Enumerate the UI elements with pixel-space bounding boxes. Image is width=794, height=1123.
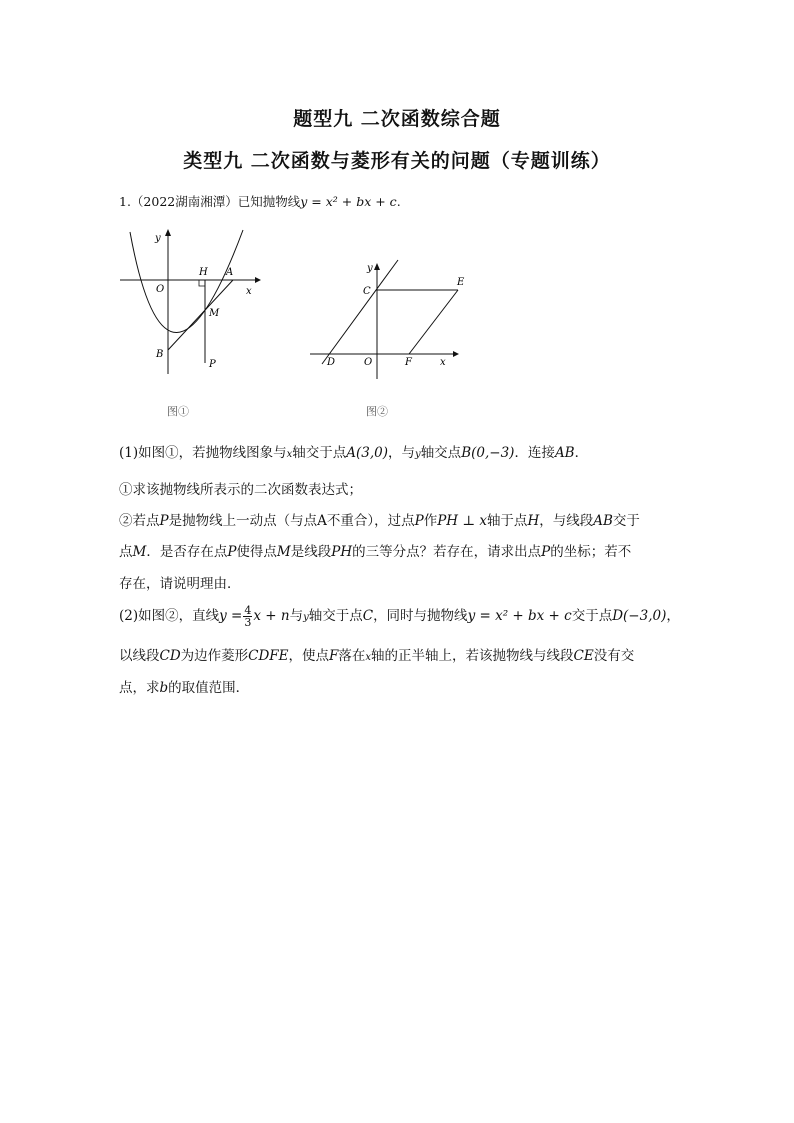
math-H: H (527, 513, 540, 529)
fig2-label-O: O (364, 357, 373, 368)
fraction-4-3 (243, 605, 252, 628)
math-y: y (303, 612, 309, 623)
text: (2)如图②，直线 (119, 608, 220, 624)
text: 轴的正半轴上，若该抛物线与线段 (371, 648, 574, 664)
text: 为边作菱形 (180, 648, 249, 664)
point-D: D(−3,0) (612, 608, 667, 624)
parabola-expression: y = x² + bx + c (300, 194, 397, 209)
figure-2 (305, 224, 470, 424)
text: 与 (289, 608, 304, 624)
math-C: C (362, 608, 374, 624)
point-B: B(0,−3) (461, 445, 515, 461)
text: 使得点 (236, 544, 277, 560)
text: 轴于点 (486, 513, 528, 529)
text: 的取值范围． (168, 680, 250, 696)
text: 的坐标；若不 (550, 544, 632, 560)
text: 轴交于点 (308, 608, 363, 624)
fig1-label-M: M (209, 308, 220, 319)
text: ． (574, 445, 589, 461)
text: ，与 (388, 445, 416, 461)
text: 落在 (338, 648, 366, 664)
math-x: x (365, 652, 372, 663)
math-P: P (414, 513, 424, 529)
text: 轴交于点 (292, 445, 347, 461)
fig1-label-H: H (199, 267, 208, 278)
text: ②若点 (119, 513, 160, 529)
part1-line1 (119, 441, 588, 461)
fig1-label-P: P (209, 359, 216, 370)
math-y-eq: y = (219, 608, 243, 624)
period: . (396, 194, 401, 209)
text: 交于 (612, 513, 640, 529)
text: ，同时与抛物线 (373, 608, 468, 624)
fig1-label-B: B (156, 349, 164, 360)
text: ．是否存在点 (146, 544, 228, 560)
text: 点，求 (119, 680, 160, 696)
text: 是线段 (290, 544, 332, 560)
page-subtitle: 类型九 二次函数与菱形有关的问题（专题训练） (183, 150, 611, 172)
math-M: M (276, 544, 291, 560)
math-CDFE: CDFE (248, 648, 289, 664)
math-CD: CD (159, 648, 181, 664)
fig2-label-C: C (363, 286, 371, 297)
fig2-label-x: x (440, 357, 446, 368)
math-x: x (286, 449, 293, 460)
figure-1 (115, 224, 265, 424)
math-P: P (541, 544, 551, 560)
fig1-label-x: x (246, 286, 252, 297)
math-F: F (329, 648, 339, 664)
parabola-expression: y = x² + bx + c (467, 608, 572, 624)
page-title: 题型九 二次函数综合题 (293, 108, 501, 130)
math-CE: CE (573, 648, 594, 664)
fig2-label-F: F (405, 357, 412, 368)
fig2-label-E: E (457, 277, 465, 288)
fig1-label-O: O (156, 284, 165, 295)
math-PH: PH (331, 544, 353, 560)
frac-num: 4 (244, 604, 252, 617)
problem-intro (119, 192, 401, 210)
text: ，与线段 (539, 513, 594, 529)
math-x-plus-n: x + n (253, 608, 290, 624)
text: (1)如图①，若抛物线图象与 (119, 445, 287, 461)
part2-line2 (119, 644, 634, 664)
fig1-caption: 图① (167, 405, 189, 418)
part2-line1 (119, 604, 680, 628)
text: ．连接 (514, 445, 555, 461)
text: 是抛物线上一动点（与点A不重合），过点 (168, 513, 415, 529)
math-P: P (227, 544, 237, 560)
math-P: P (159, 513, 169, 529)
part1-q1: ①求该抛物线所表示的二次函数表达式； (119, 482, 362, 498)
text: 点 (119, 544, 133, 560)
point-A: A(3,0) (346, 445, 389, 461)
text: ，使点 (288, 648, 330, 664)
part1-q2 (119, 509, 640, 529)
part1-q4: 存在，请说明理由． (119, 576, 241, 592)
text: 轴交点 (420, 445, 462, 461)
problem-source: 1.（2022湖南湘潭）已知抛物线 (119, 194, 301, 209)
math-AB: AB (593, 513, 613, 529)
text: 以线段 (119, 648, 160, 664)
part2-line3 (119, 676, 249, 696)
math-M: M (132, 544, 147, 560)
text: 没有交 (593, 648, 635, 664)
fig2-label-D: D (327, 357, 336, 368)
text: 的三等分点？若存在，请求出点 (352, 544, 542, 560)
math-b: b (159, 680, 169, 696)
text: 作 (423, 513, 438, 529)
math-y: y (415, 449, 421, 460)
math-AB: AB (554, 445, 575, 461)
math-PH-perp: PH ⊥ x (437, 513, 487, 529)
text: ， (666, 608, 680, 624)
text: 交于点 (571, 608, 613, 624)
fig2-caption: 图② (366, 405, 388, 418)
part1-q3 (119, 540, 631, 560)
frac-den: 3 (244, 616, 252, 629)
fig2-label-y: y (367, 263, 373, 274)
fig1-label-A: A (226, 267, 234, 278)
fig1-label-y: y (155, 233, 161, 244)
